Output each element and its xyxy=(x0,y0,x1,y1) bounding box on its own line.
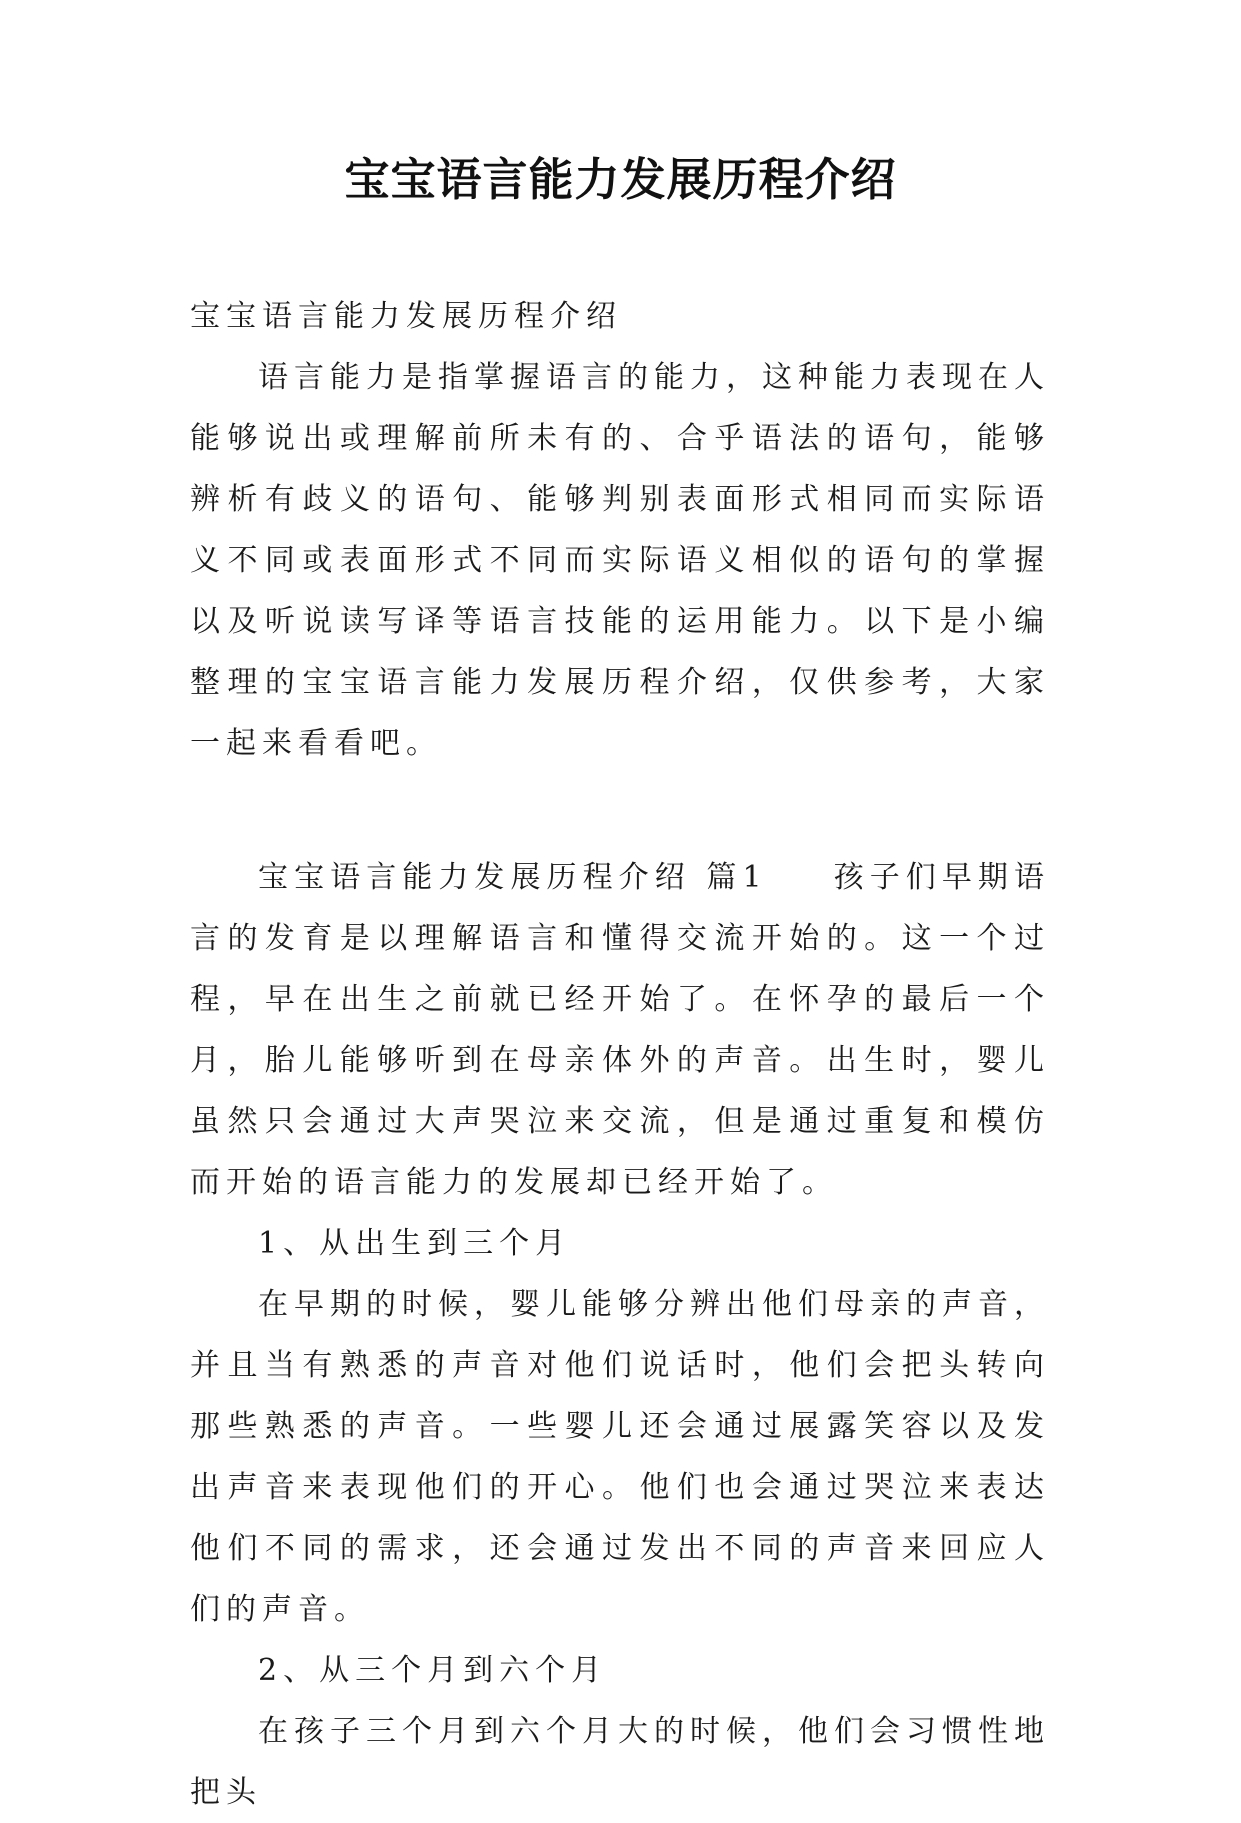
subtitle-line: 宝宝语言能力发展历程介绍 xyxy=(190,299,622,334)
document-body xyxy=(190,286,1050,1823)
stage1-paragraph: 在早期的时候，婴儿能够分辨出他们母亲的声音，并且当有熟悉的声音对他们说话时，他们会把头转向那些熟悉的声音。一些婴儿还会通过展露笑容以及发出声音来表现他们的开心。他们也会通过哭泣来表达他们不同的需求，还会通过发出不同的声音来回应人们的声音。 xyxy=(190,1287,1050,1627)
section-heading: 宝宝语言能力发展历程介绍 篇1 xyxy=(258,860,768,895)
paragraph-spacer xyxy=(190,774,1050,847)
stage2-paragraph: 在孩子三个月到六个月大的时候，他们会习惯性地把头 xyxy=(190,1714,1050,1810)
section-body: 孩子们早期语言的发育是以理解语言和懂得交流开始的。这一个过程，早在出生之前就已经开始了。在怀孕的最后一个月，胎儿能够听到在母亲体外的声音。出生时，婴儿虽然只会通过大声哭泣来交流，但是通过重复和模仿而开始的语言能力的发展却已经开始了。 xyxy=(190,860,1051,1200)
section-paragraph xyxy=(190,847,1050,1213)
document-title: 宝宝语言能力发展历程介绍 xyxy=(344,153,897,206)
stage1-heading: 1、从出生到三个月 xyxy=(258,1226,572,1261)
stage2-heading: 2、从三个月到六个月 xyxy=(258,1653,608,1688)
intro-paragraph: 语言能力是指掌握语言的能力，这种能力表现在人能够说出或理解前所未有的、合乎语法的语句，能够辨析有歧义的语句、能够判别表面形式相同而实际语义不同或表面形式不同而实际语义相似的语句的掌握以及听说读写译等语言技能的运用能力。以下是小编整理的宝宝语言能力发展历程介绍，仅供参考，大家一起来看看吧。 xyxy=(190,360,1050,761)
